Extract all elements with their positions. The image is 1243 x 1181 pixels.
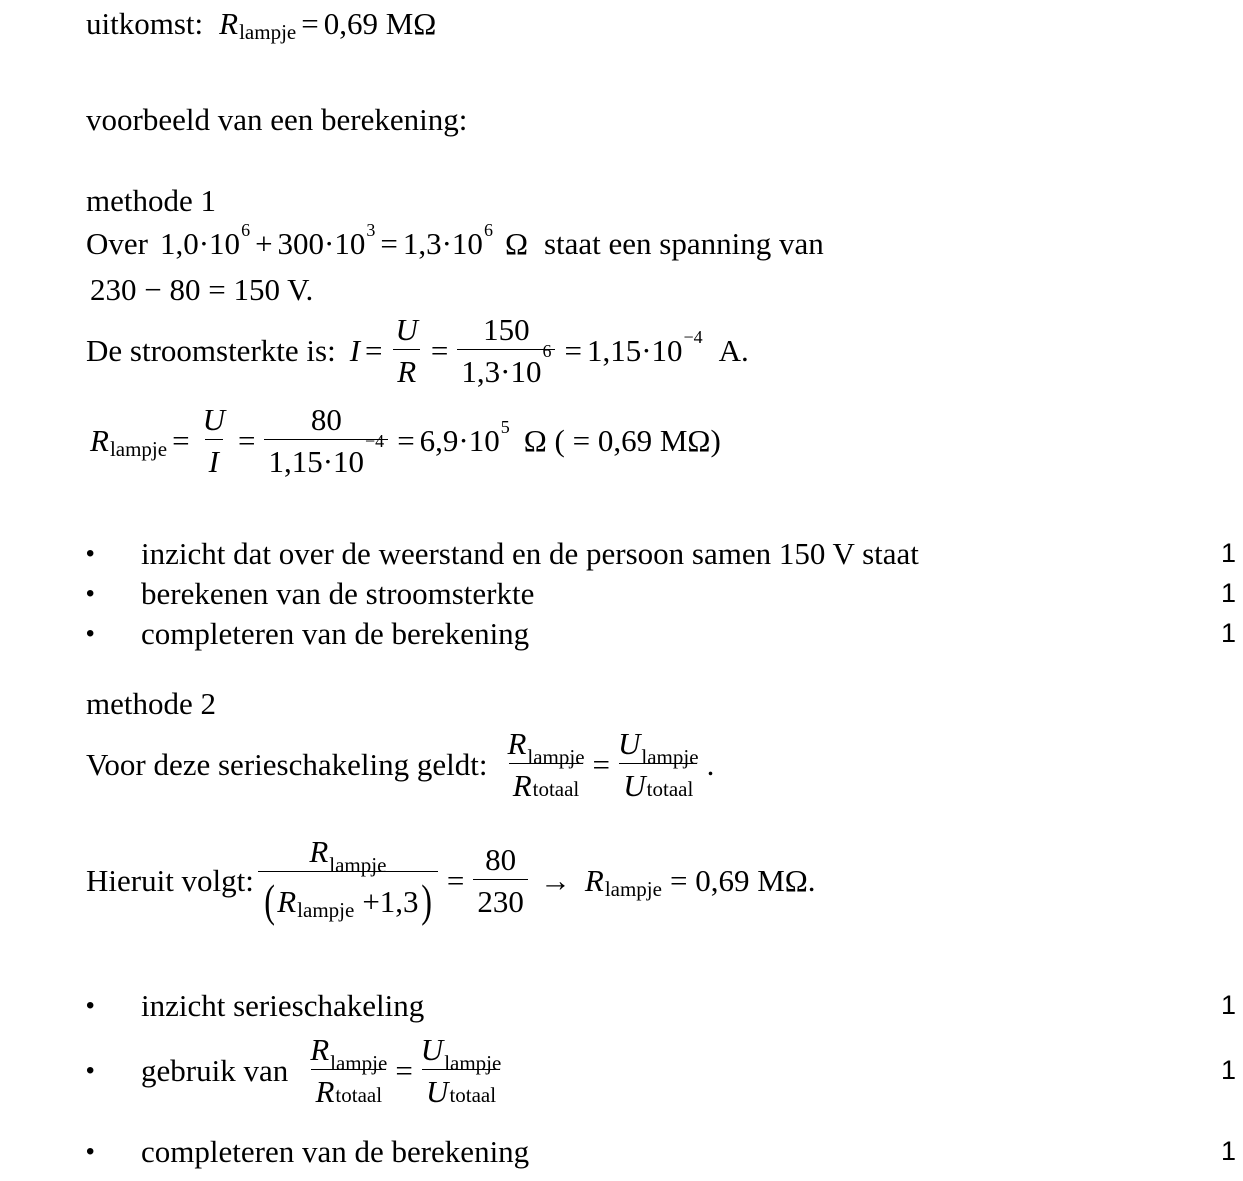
result-value: 0,69 MΩ — [323, 6, 437, 41]
method1-line3 — [86, 314, 749, 387]
result-sub: lampje — [239, 20, 297, 44]
m1-l4-frac-num — [264, 404, 388, 477]
m1-l3-U: U — [395, 312, 418, 347]
result-line — [86, 6, 437, 44]
method1-line2: 230 − 80 = 150 V. — [90, 272, 314, 307]
m1-l3-num: 150 — [483, 312, 530, 347]
method2-line1 — [86, 728, 714, 801]
m1-l4-result-exp: 5 — [500, 416, 510, 437]
method1-title: methode 1 — [86, 183, 216, 218]
m1-l1-b-exp: 3 — [366, 219, 376, 240]
m1-l4-eq3: = — [397, 423, 415, 458]
m1-l1-a: 1,0·10 — [159, 226, 241, 261]
c2-R-bottom: R — [315, 1074, 335, 1109]
m1-l4-eq2: = — [237, 423, 256, 458]
criterion-points: 1 — [1220, 618, 1236, 648]
m2-l2-num: 80 — [485, 841, 517, 877]
m2-l2-R-result-sub: lampje — [604, 876, 662, 901]
criterion-points: 1 — [1220, 1136, 1236, 1166]
method1-line4 — [90, 404, 721, 477]
m1-l3-eq3: = — [564, 333, 582, 368]
m1-l3-frac-num — [457, 314, 555, 387]
m1-l4-R: R — [90, 423, 109, 458]
m1-l3-den-exp: 6 — [542, 341, 552, 361]
criterion-points: 1 — [1220, 1055, 1236, 1085]
m1-l1-unit: Ω — [504, 226, 528, 261]
criterion-text — [141, 1034, 1196, 1107]
m1-l4-I: I — [205, 439, 223, 477]
method2-line2 — [86, 836, 816, 924]
bullet-icon: • — [86, 619, 95, 647]
m2-l1-R-bottom: R — [512, 768, 532, 803]
bullet-icon: • — [86, 991, 95, 1019]
c2-U-top: U — [420, 1032, 444, 1067]
m2-l1-Rt-sub: totaal — [532, 777, 580, 801]
criterion-text: inzicht serieschakeling — [141, 988, 425, 1023]
m1-l4-den: 1,15·10 — [268, 444, 365, 479]
m2-l1-end: . — [706, 747, 715, 782]
c2-Rt-sub: totaal — [335, 1083, 383, 1107]
c2-U-sub: lampje — [444, 1051, 502, 1075]
right-paren-icon: ) — [420, 875, 432, 926]
c2-frac-U — [417, 1034, 506, 1107]
m1-l4-frac-UI — [199, 404, 229, 477]
arrow-right-icon: → — [539, 862, 571, 898]
m2-l1-frac-U — [614, 728, 703, 801]
left-paren-icon: ( — [264, 875, 275, 926]
m1-l3-I: I — [349, 333, 361, 368]
m1-l4-result: 6,9·10 — [419, 423, 500, 458]
m1-l4-eq1: = — [172, 423, 190, 458]
criterion-text: inzicht dat over de weerstand en de persoon samen 150 V staat — [141, 536, 919, 571]
c2-Ut-sub: totaal — [449, 1083, 497, 1107]
result-var: R — [219, 6, 239, 41]
method1-line1 — [86, 219, 824, 261]
bullet-icon: • — [86, 1056, 95, 1084]
result-label: uitkomst: — [86, 6, 204, 41]
bullet-icon: • — [86, 1137, 95, 1165]
criterion-text: completeren van de berekening — [141, 1134, 530, 1169]
m1-l1-c-exp: 6 — [483, 219, 493, 240]
m1-l4-sub: lampje — [109, 437, 168, 461]
m2-l1-eq: = — [592, 747, 611, 782]
criterion-points: 1 — [1220, 990, 1236, 1020]
m2-l2-R-sub: lampje — [329, 853, 387, 877]
m2-l1-R-sub: lampje — [527, 745, 585, 769]
m2-l1-U-sub: lampje — [641, 745, 699, 769]
criterion-points: 1 — [1220, 538, 1236, 568]
m2-l1-Ut-sub: totaal — [646, 777, 694, 801]
criterion-row — [86, 990, 1236, 1021]
m1-l3-unit: A. — [718, 333, 749, 368]
m2-l2-R-top: R — [309, 834, 329, 869]
m1-l3-den: 1,3·10 — [461, 354, 542, 389]
criterion-row — [86, 1136, 1236, 1167]
criterion-row — [86, 578, 1236, 609]
criterion-row — [86, 1034, 1236, 1107]
m2-l1-prefix: Voor deze serieschakeling geldt: — [86, 747, 488, 782]
m2-l2-eq: = — [446, 862, 465, 898]
c2-eq: = — [395, 1053, 413, 1088]
m2-l1-R-top: R — [507, 726, 527, 761]
m2-l2-R-result: R — [584, 862, 604, 898]
m2-l1-frac-R — [503, 728, 588, 801]
m2-l2-frac-num — [473, 841, 528, 919]
bullet-icon: • — [86, 579, 95, 607]
m1-l3-eq1: = — [365, 333, 383, 368]
bullet-icon: • — [86, 539, 95, 567]
m2-l2-den: 230 — [473, 879, 528, 917]
m2-l1-U-bottom: U — [623, 768, 646, 803]
m1-l3-frac-UR — [392, 314, 422, 387]
m2-l2-plus: +1,3 — [362, 883, 419, 919]
m1-l3-result: 1,15·10 — [586, 333, 683, 368]
m1-l3-prefix: De stroomsterkte is: — [86, 333, 336, 368]
m2-l2-R-bottom: R — [277, 883, 297, 919]
method2-title: methode 2 — [86, 686, 216, 721]
m1-l4-num: 80 — [310, 402, 342, 437]
criterion-text: berekenen van de stroomsterkte — [141, 576, 535, 611]
c2-R-top: R — [310, 1032, 330, 1067]
m1-l1-c: 1,3·10 — [402, 226, 483, 261]
m1-l1-b: 300·10 — [277, 226, 366, 261]
m1-l1-plus: + — [255, 226, 273, 261]
m1-l1-eq: = — [380, 226, 398, 261]
m1-l4-tail: Ω ( = 0,69 MΩ) — [523, 423, 721, 458]
m1-l1-suffix: staat een spanning van — [543, 226, 824, 261]
m2-l2-R-bottom-sub: lampje — [297, 897, 355, 922]
m1-l3-result-exp: −4 — [683, 326, 703, 347]
m2-l2-prefix: Hieruit volgt: — [86, 862, 254, 898]
m1-l1-prefix: Over — [86, 226, 148, 261]
m1-l3-R: R — [393, 349, 420, 387]
m1-l1-a-exp: 6 — [241, 219, 251, 240]
criterion-text: completeren van de berekening — [141, 616, 530, 651]
c2-R-sub: lampje — [330, 1051, 388, 1075]
m2-l2-frac — [258, 836, 438, 924]
m1-l3-eq2: = — [430, 333, 449, 368]
criterion-points: 1 — [1220, 578, 1236, 608]
m2-l2-result: = 0,69 MΩ. — [669, 862, 816, 898]
m2-l1-U-top: U — [618, 726, 641, 761]
intro-line: voorbeeld van een berekening: — [86, 102, 468, 137]
m1-l4-den-exp: −4 — [365, 431, 385, 451]
c2-U-bottom: U — [426, 1074, 449, 1109]
criterion-text-label: gebruik van — [141, 1053, 289, 1088]
criterion-row — [86, 538, 1236, 569]
m1-l4-U: U — [202, 402, 225, 437]
result-eq: = — [301, 6, 319, 41]
c2-frac-R — [306, 1034, 391, 1107]
criterion-row — [86, 618, 1236, 649]
